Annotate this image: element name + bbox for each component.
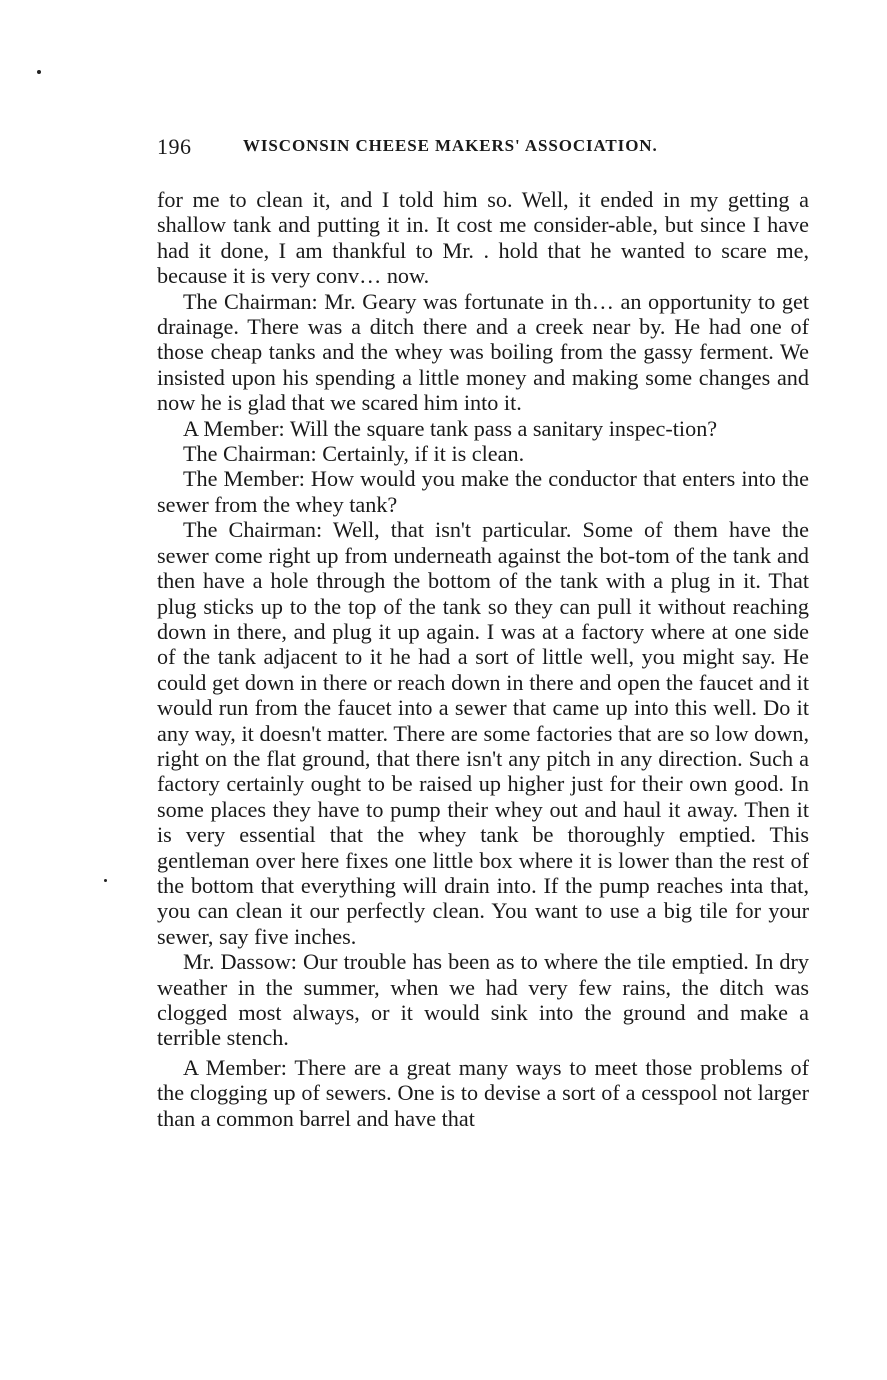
paragraph: The Chairman: Mr. Geary was fortunate in th… an opportunity to get drainage. There was a ditch there and a creek near by. He had one of those cheap tanks and the whey was boiling from the gassy ferment. We insisted upon his spending a little money and making some changes and now he is glad that we scared him into it. (157, 288, 809, 416)
paragraph: The Chairman: Certainly, if it is clean. (183, 441, 525, 467)
scan-speck (104, 879, 107, 882)
page-number: 196 (157, 134, 192, 159)
running-head: WISCONSIN CHEESE MAKERS' ASSOCIATION. (243, 136, 658, 155)
paragraph: The Chairman: Well, that isn't particular. Some of them have the sewer come right up from underneath against the bot-tom of the tank and then have a hole through the bottom of the tank with a plug in it. That plug sticks up to the top of the tank so they can pull it without reaching down in there, and plug it up again. I was at a factory where at one side of the tank adjacent to it he had a sort of little well, you might say. He could get down in there or reach down in there and open the faucet and it would run from the faucet into a sewer that came up into this well. Do it any way, it doesn't matter. There are some factories that are so low down, right on the flat ground, that there isn't any pitch in any direction. Such a factory certainly ought to be raised up higher just for their own good. In some places they have to pump their whey out and haul it away. Then it is very essential that the whey tank be thoroughly emptied. This gentleman over here fixes one little box where it is lower than the rest of the bottom that everything will drain into. If the pump reaches inta that, you can clean it our perfectly clean. You want to use a big tile for your sewer, say five inches. (157, 517, 809, 949)
body-text (157, 187, 809, 1131)
paragraph: A Member: There are a great many ways to meet those problems of the clogging up of sewers. One is to devise a sort of a cesspool not larger than a common barrel and have that (157, 1054, 809, 1131)
paragraph: A Member: Will the square tank pass a sanitary inspec-tion? (183, 415, 718, 441)
page-header (157, 134, 807, 164)
paragraph: for me to clean it, and I told him so. Well, it ended in my getting a shallow tank and putting it in. It cost me consider-able, but since I have had it done, I am thankful to Mr. . hold that he wanted to scare me, because it is very conv… now. (157, 187, 809, 289)
scan-speck (37, 70, 41, 74)
paragraph: The Member: How would you make the conductor that enters into the sewer from the whey tank? (157, 466, 809, 517)
paragraph: Mr. Dassow: Our trouble has been as to where the tile emptied. In dry weather in the summer, when we had very few rains, the ditch was clogged most always, or it would sink into the ground and make a terrible stench. (157, 949, 809, 1051)
